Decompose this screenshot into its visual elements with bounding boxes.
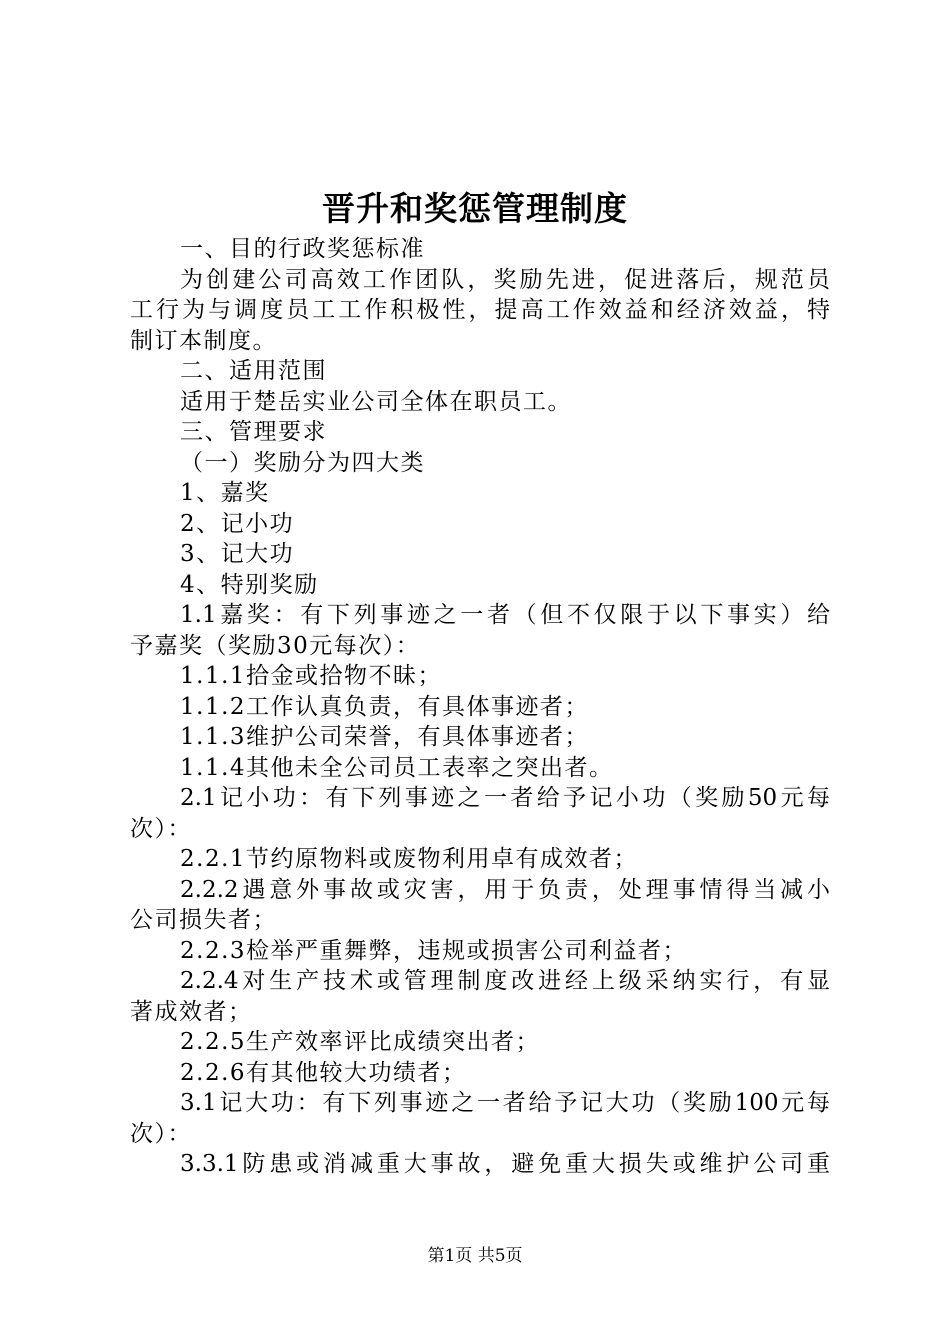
list-item: 1.1.1拾金或拾物不昧； — [180, 663, 443, 689]
list-item: 1、嘉奖 — [180, 480, 270, 506]
paragraph-line: 3.1记大功：有下列事迹之一者给予记大功（奖励100元每 — [180, 1090, 830, 1116]
page-footer: 第1页 共5页 — [427, 1246, 523, 1266]
paragraph-line: 予嘉奖（奖励30元每次）： — [130, 632, 421, 659]
list-item: 2、记小功 — [180, 510, 295, 537]
paragraph-line: 2.1记小功：有下列事迹之一者给予记小功（奖励50元每 — [180, 785, 830, 811]
section-heading: 三、管理要求 — [180, 419, 327, 445]
document-title: 晋升和奖惩管理制度 — [322, 189, 628, 228]
paragraph-line: 为创建公司高效工作团队，奖励先进，促进落后，规范员 — [180, 266, 830, 293]
paragraph-line: 适用于楚岳实业公司全体在职员工。 — [180, 388, 572, 415]
paragraph-line: 公司损失者； — [130, 907, 277, 933]
paragraph-line: 2.2.2遇意外事故或灾害，用于负责，处理事情得当减小 — [180, 876, 830, 903]
list-item: 1.1.4其他未全公司员工表率之突出者。 — [180, 754, 614, 781]
list-item: 2.2.6有其他较大功绩者； — [180, 1059, 467, 1086]
paragraph-line: 1.1嘉奖：有下列事迹之一者（但不仅限于以下事实）给 — [180, 602, 830, 628]
list-item: 1.1.2工作认真负责，有具体事迹者； — [180, 693, 590, 720]
paragraph-line: 次）： — [130, 1120, 192, 1147]
list-item: 1.1.3维护公司荣誉，有具体事迹者； — [180, 724, 590, 750]
paragraph-line: 著成效者； — [130, 998, 253, 1025]
paragraph-line: 3.3.1防患或消减重大事故，避免重大损失或维护公司重 — [180, 1151, 830, 1177]
list-item: 2.2.1节约原物料或废物利用卓有成效者； — [180, 846, 639, 872]
list-item: 4、特别奖励 — [180, 571, 319, 598]
section-heading: 二、适用范围 — [180, 358, 327, 384]
list-item: 2.2.3检举严重舞弊，违规或损害公司利益者； — [180, 937, 688, 964]
paragraph-line: 制订本制度。 — [130, 327, 277, 354]
document-body — [130, 234, 830, 1180]
list-item: 3、记大功 — [180, 541, 295, 567]
subsection-heading: （一）奖励分为四大类 — [180, 449, 425, 476]
list-item: 2.2.5生产效率评比成绩突出者； — [180, 1029, 541, 1055]
paragraph-line: 工行为与调度员工工作积极性，提高工作效益和经济效益，特 — [130, 297, 830, 323]
paragraph-line: 次）： — [130, 815, 192, 842]
paragraph-line: 2.2.4对生产技术或管理制度改进经上级采纳实行，有显 — [180, 968, 830, 994]
section-heading: 一、目的行政奖惩标准 — [180, 236, 425, 262]
